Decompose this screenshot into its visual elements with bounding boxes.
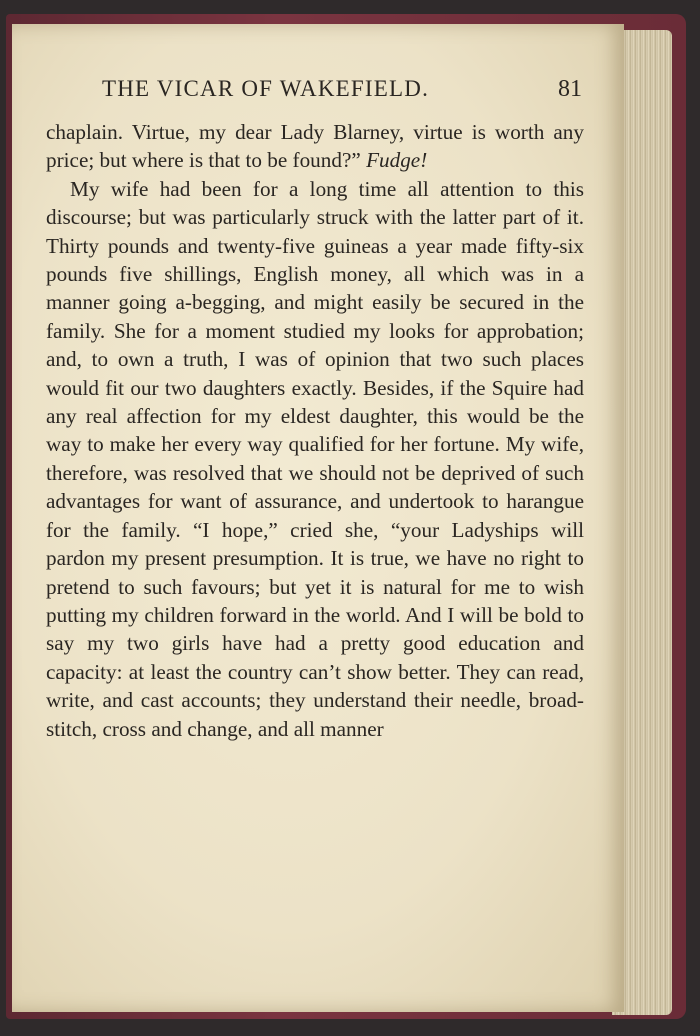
paragraph-2: My wife had been for a long time all attention to this discourse; but was particularly struck with the latter part of it. Thirty pounds and twenty-five guineas a year made fifty-six pounds five shillings, English money, all which was in a manner going a-begging, and might easily be secured in the family. She for a moment studied my looks for approbation; and, to own a truth, I was of opinion that two such places would fit our two daughters exactly. Besides, if the Squire had any real affection for my eldest daughter, this would be the way to make her every way qualified for her fortune. My wife, therefore, was resolved that we should not be deprived of such advantages for want of assurance, and undertook to harangue for the family. “I hope,” cried she, “your Ladyships will pardon my present presumption. It is true, we have no right to pretend to such favours; but yet it is natural for me to wish putting my children forward in the world. And I will be bold to say my two girls have had a pretty good education and capacity: at least the country can’t show better. They can read, write, and cast accounts; they understand their needle, broad-stitch, cross and change, and all manner [46,176,584,741]
running-head-title: THE VICAR OF WAKEFIELD. [102,76,430,101]
text-body [46,118,584,743]
book-page [12,24,624,1012]
paragraph-1-text: chaplain. Virtue, my dear Lady Blarney, virtue is worth any price; but where is that to be found?” [46,120,584,173]
running-head [102,76,582,103]
page-number: 81 [558,76,582,102]
paragraph-1 [46,118,584,175]
italic-fudge: Fudge! [366,148,428,173]
